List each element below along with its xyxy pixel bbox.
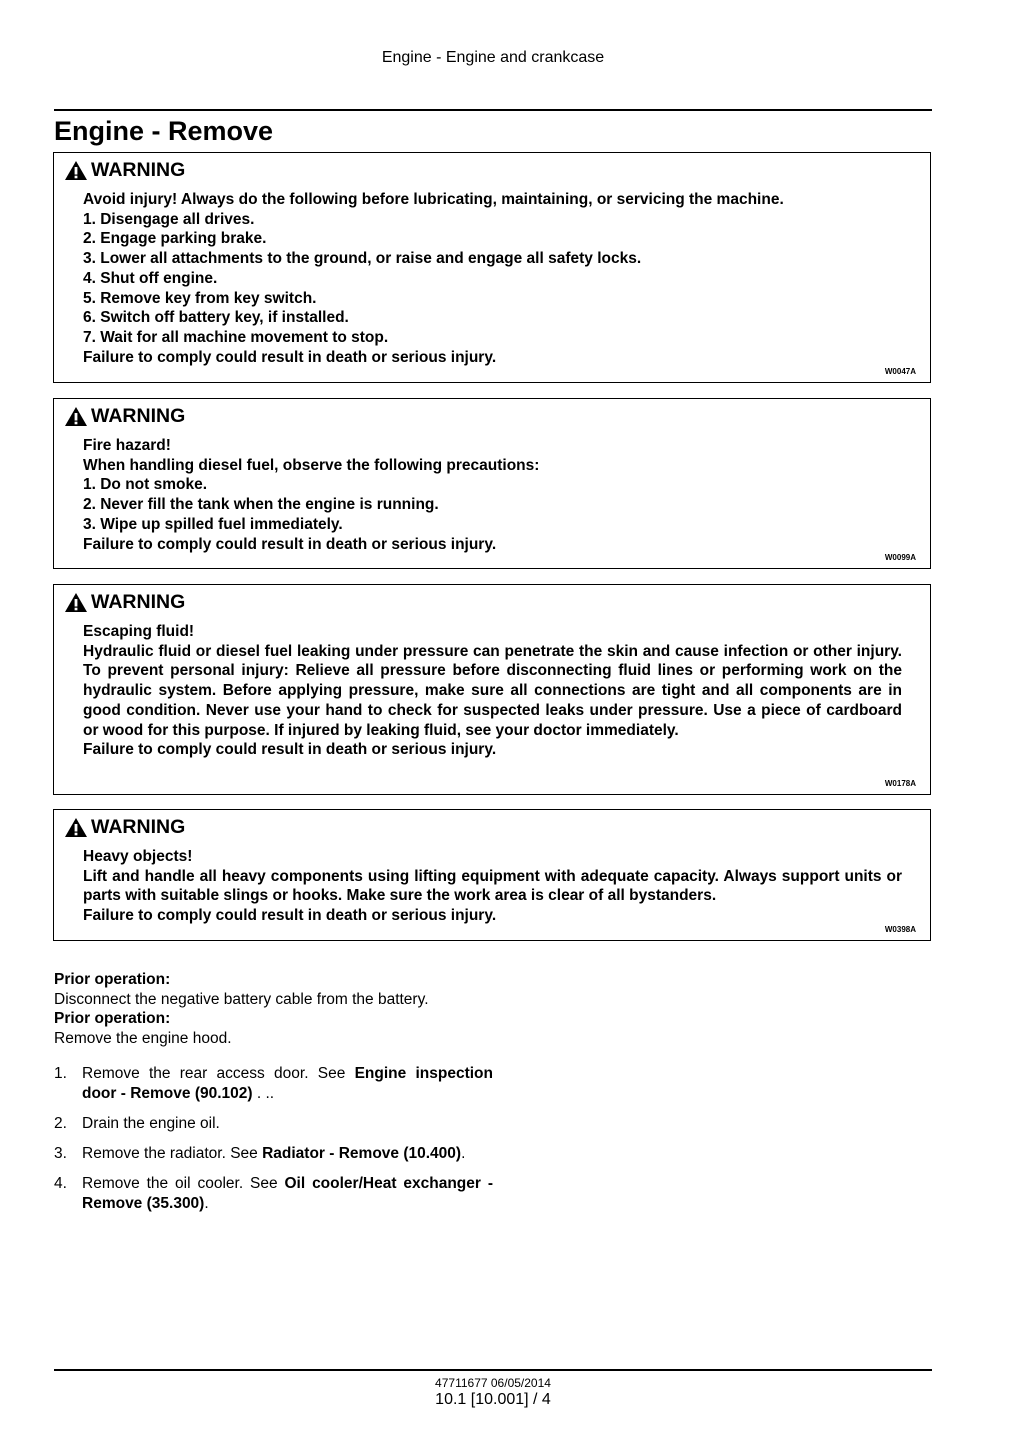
warning-box-w0047a — [53, 152, 931, 383]
warning-box-w0398a — [53, 809, 931, 941]
warning-heading: WARNING — [64, 159, 185, 181]
step-reference-link[interactable]: Radiator - Remove (10.400) — [262, 1145, 462, 1162]
step-number: 1. — [54, 1065, 67, 1082]
procedure-steps — [54, 1064, 493, 1224]
prior-operation-text: Disconnect the negative battery cable from the battery. — [54, 990, 429, 1008]
header-divider — [54, 109, 932, 111]
step-text: Remove the rear access door. See Engine inspection door - Remove (90.102) . .. — [82, 1065, 493, 1102]
warning-triangle-icon — [64, 406, 88, 427]
step-number: 2. — [54, 1115, 67, 1132]
step-text: Drain the engine oil. — [82, 1115, 220, 1132]
warning-body: Fire hazard! When handling diesel fuel, observe the following precautions: 1. Do not smoke. 2. Never fill the tank when the engine is running. 3. Wipe up spilled fuel immediately. Failure to comply could result in death or serious injury. — [83, 437, 540, 553]
warning-heading: WARNING — [64, 591, 185, 613]
step-number: 3. — [54, 1145, 67, 1162]
footer-divider — [54, 1369, 932, 1371]
procedure-step — [54, 1144, 493, 1164]
warning-box-w0178a — [53, 584, 931, 795]
warning-code: W0099A — [884, 553, 916, 562]
footer-document-id: 47711677 06/05/2014 — [435, 1376, 551, 1390]
page-title: Engine - Remove — [54, 116, 274, 146]
warning-heading: WARNING — [64, 405, 185, 427]
step-number: 4. — [54, 1175, 67, 1192]
warning-code: W0398A — [884, 925, 916, 934]
warning-heading: WARNING — [64, 816, 185, 838]
step-text: Remove the radiator. See Radiator - Remove (10.400). — [82, 1145, 466, 1162]
footer-page-number: 10.1 [10.001] / 4 — [435, 1391, 551, 1408]
warning-box-w0099a — [53, 398, 931, 569]
warning-code: W0047A — [884, 367, 916, 376]
procedure-step — [54, 1064, 493, 1104]
warning-triangle-icon — [64, 592, 88, 613]
prior-operation-text: Remove the engine hood. — [54, 1030, 232, 1048]
prior-operation-label: Prior operation: — [54, 1010, 171, 1028]
warning-triangle-icon — [64, 160, 88, 181]
warning-code: W0178A — [884, 779, 916, 788]
prior-operations — [54, 970, 429, 1049]
prior-operation-label: Prior operation: — [54, 971, 171, 988]
warning-body: Heavy objects! Lift and handle all heavy components using lifting equipment with adequate capacity. Always support units or parts with suitable slings or hooks. Make sure the work area is clear of all bystanders. Failure to comply could result in death or serious injury. — [83, 848, 902, 925]
procedure-step — [54, 1174, 493, 1214]
warning-body: Avoid injury! Always do the following before lubricating, maintaining, or servicing the machine. 1. Disengage all drives. 2. Engage parking brake. 3. Lower all attachments to the ground, or raise and engage all safety locks. 4. Shut off engine. 5. Remove key from key switch. 6. Switch off battery key, if installed. 7. Wait for all machine movement to stop. Failure to comply could result in death or serious injury. — [83, 191, 784, 366]
step-reference-link[interactable]: Engine inspection door - Remove (90.102) — [82, 1065, 493, 1102]
running-header: Engine - Engine and crankcase — [381, 49, 605, 66]
step-text: Remove the oil cooler. See Oil cooler/Heat exchanger - Remove (35.300). — [82, 1175, 493, 1212]
warning-triangle-icon — [64, 817, 88, 838]
warning-body: Escaping fluid! Hydraulic fluid or diesel fuel leaking under pressure can penetrate the skin and cause infection or other injury. To prevent personal injury: Relieve all pressure before disconnecting fluid lines or performing work on the hydraulic system. Before applying pressure, make sure all connections are tight and all components are in good condition. Never use your hand to check for suspected leaks under pressure. Use a piece of cardboard or wood for this purpose. If injured by leaking fluid, see your doctor immediately. Failure to comply could result in death or serious injury. — [83, 623, 902, 759]
step-reference-link[interactable]: Oil cooler/Heat exchanger - Remove (35.300) — [82, 1175, 493, 1212]
procedure-step — [54, 1114, 493, 1134]
